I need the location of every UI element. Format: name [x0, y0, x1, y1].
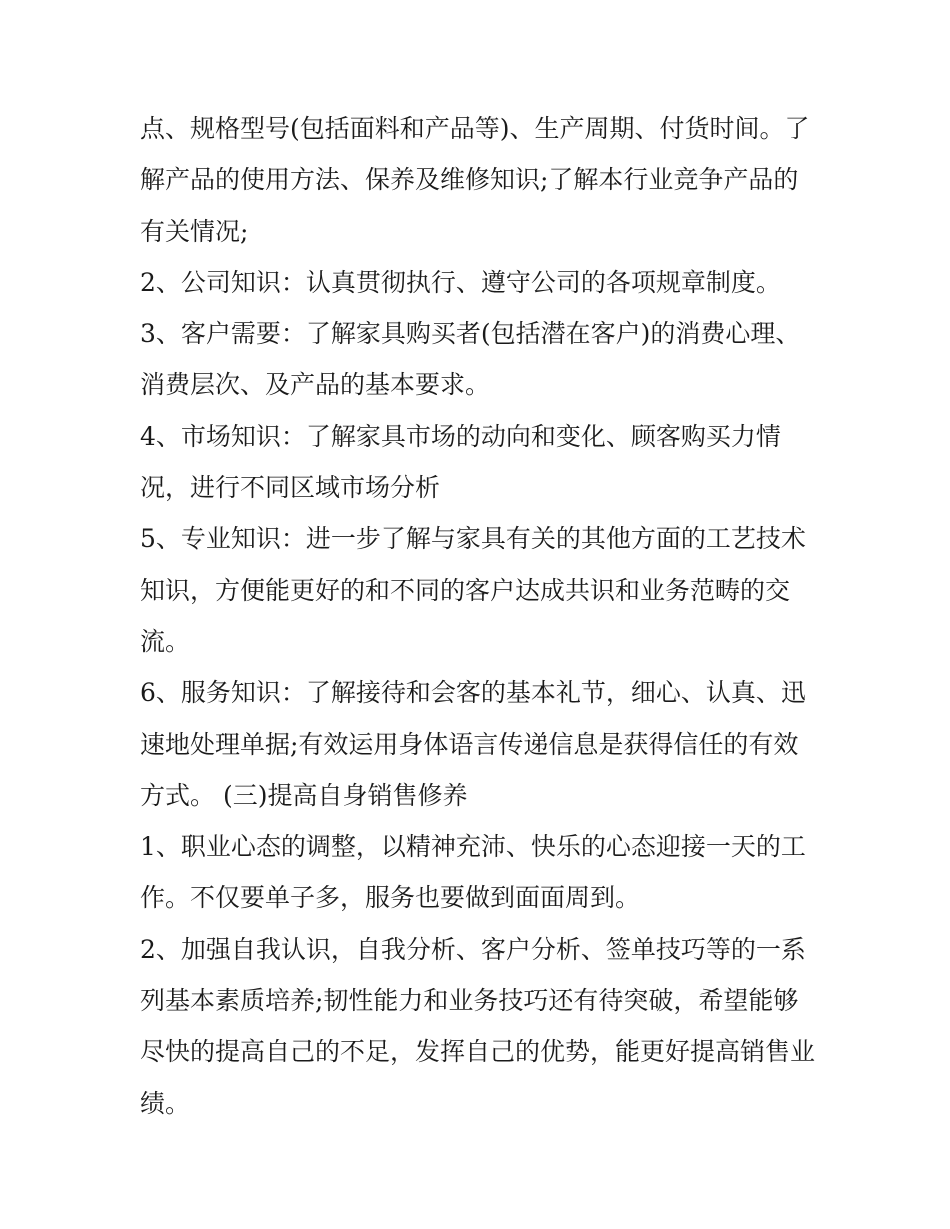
text-line: 尽快的提高自己的不足，发挥自己的优势，能更好提高销售业: [140, 1037, 816, 1067]
text-line: 点、规格型号(包括面料和产品等)、生产周期、付货时间。了: [140, 114, 810, 143]
text-line: 绩。: [140, 1088, 191, 1118]
text-line: 3、客户需要：了解家具购买者(包括潜在客户)的消费心理、: [140, 319, 801, 349]
text-line: 4、市场知识：了解家具市场的动向和变化、顾客购买力情: [140, 421, 781, 451]
text-line: 流。: [140, 626, 191, 656]
text-line: 解产品的使用方法、保养及维修知识;了解本行业竞争产品的: [140, 165, 799, 195]
text-line: 2、公司知识：认真贯彻执行、遵守公司的各项规章制度。: [140, 267, 781, 297]
text-line: 速地处理单据;有效运用身体语言传递信息是获得信任的有效: [140, 729, 799, 759]
text-line: 知识，方便能更好的和不同的客户达成共识和业务范畴的交: [140, 575, 791, 605]
text-line: 况，进行不同区域市场分析: [140, 473, 441, 503]
text-line: 1、职业心态的调整，以精神充沛、快乐的心态迎接一天的工: [140, 832, 806, 862]
text-line: 列基本素质培养;韧性能力和业务技巧还有待突破，希望能够: [140, 986, 799, 1016]
text-line: 2、加强自我认识，自我分析、客户分析、签单技巧等的一系: [140, 934, 806, 964]
text-line: 方式。 (三)提高自身销售修养: [140, 780, 468, 810]
text-line: 有关情况;: [140, 216, 249, 246]
text-line: 5、专业知识：进一步了解与家具有关的其他方面的工艺技术: [140, 524, 806, 554]
body-text: [140, 103, 820, 1129]
text-line: 作。不仅要单子多，服务也要做到面面周到。: [140, 883, 641, 913]
text-line: 消费层次、及产品的基本要求。: [140, 370, 491, 400]
text-line: 6、服务知识：了解接待和会客的基本礼节，细心、认真、迅: [140, 678, 806, 708]
